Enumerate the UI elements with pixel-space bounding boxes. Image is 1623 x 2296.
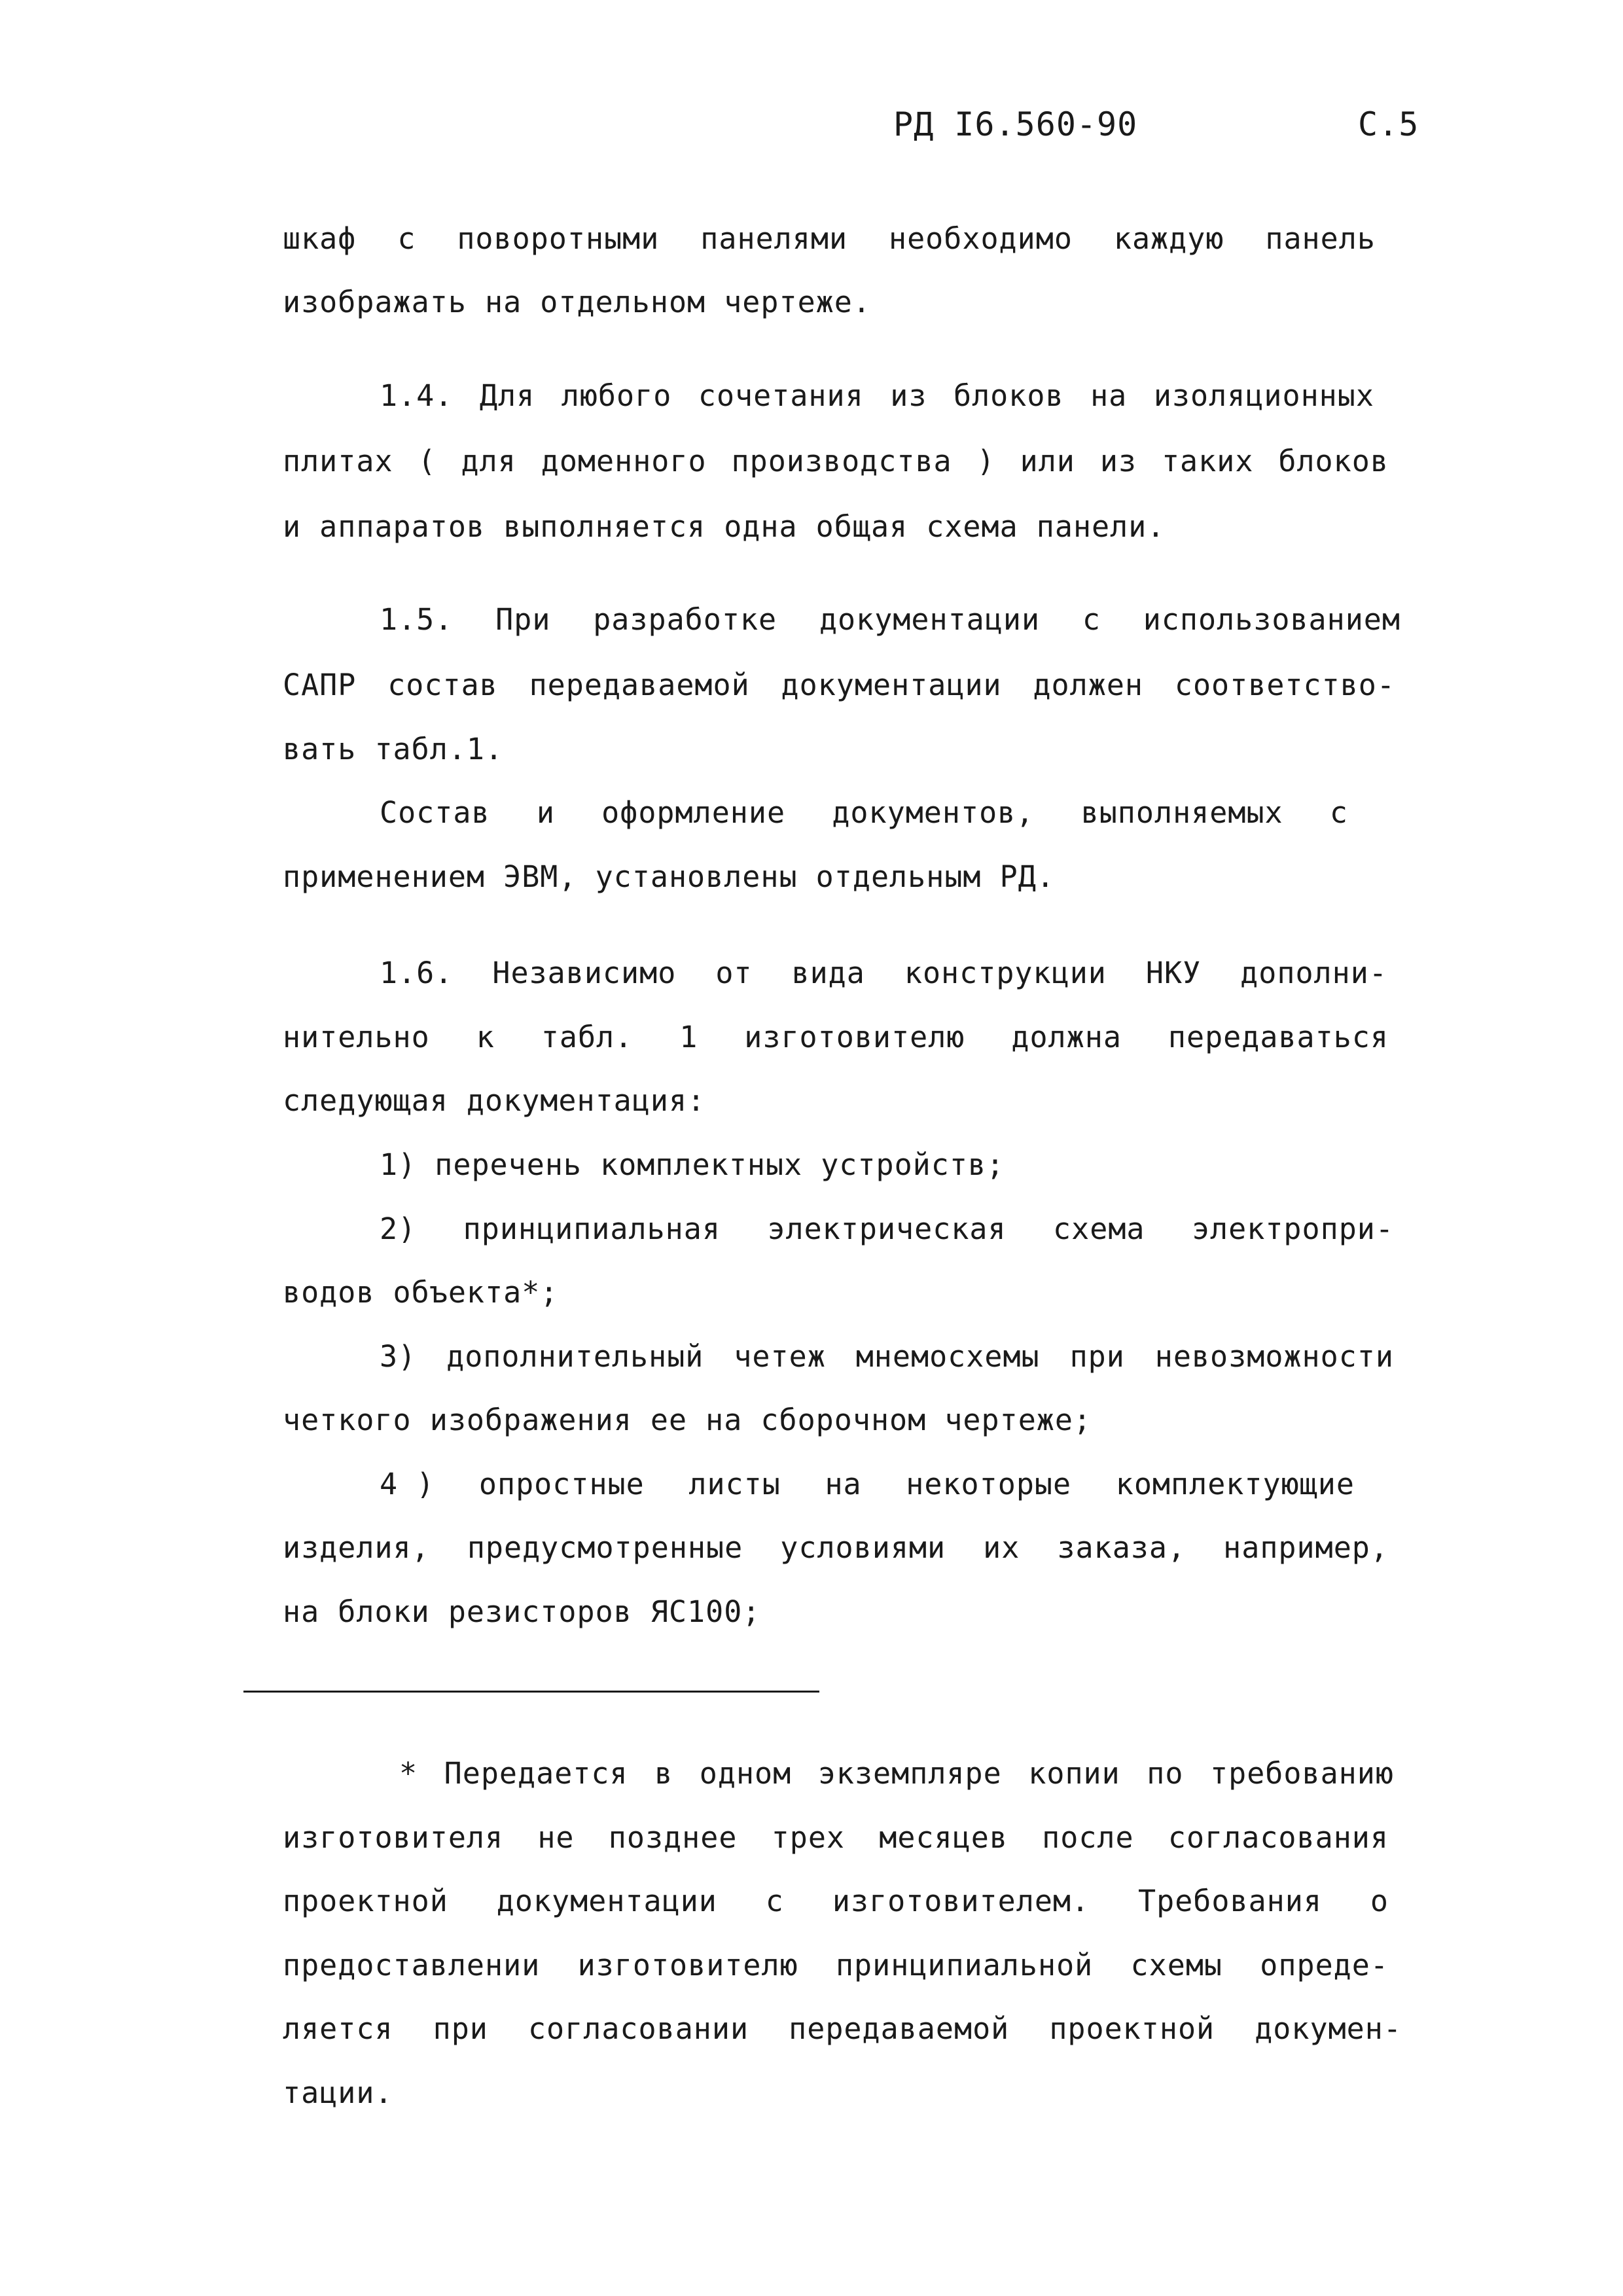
word: панель [1265,221,1376,256]
word: передаваться [1168,1020,1389,1054]
word: выполняемых [1080,795,1283,830]
word: на [825,1467,862,1501]
footnote-line-5 [283,2009,1402,2049]
word: ) [976,444,995,478]
word: по [1147,1756,1184,1791]
word: копии [1028,1756,1120,1791]
word: блоков [953,378,1064,413]
word: изоляционных [1153,378,1374,413]
list-item-2-line-1 [380,1210,1394,1249]
word: производства [731,444,952,478]
word: документов, [832,795,1035,830]
word: например, [1223,1530,1389,1565]
word: Передается [444,1756,628,1791]
word: о [1370,1884,1389,1918]
document-number: РД I6.560-90 [893,105,1138,143]
word: использованием [1143,602,1400,637]
word: схема [1053,1211,1145,1246]
word: 1 [679,1020,698,1054]
footnote-line-1 [399,1754,1394,1793]
list-item-1: 1) перечень комплектных устройств; [380,1147,1005,1182]
word: Для [479,378,535,413]
word: некоторые [906,1467,1072,1501]
word: ляется [283,2011,393,2046]
word: любого [561,378,672,413]
list-item-4-line-3: на блоки резисторов ЯС100; [283,1594,761,1629]
para-composition-line-2: применением ЭВМ, установлены отдельным РД. [283,859,1055,894]
para-1-4-line-3: и аппаратов выполняется одна общая схема панели. [283,509,1166,544]
para-1-4-line-1 [380,376,1374,416]
word: проектной [1049,2011,1215,2046]
footnote-line-6: тации. [283,2075,393,2110]
word: мнемосхемы [855,1339,1040,1374]
word: доменного [541,444,707,478]
word: конструкции [904,956,1107,990]
word: 2) [380,1211,417,1246]
word: Независимо [492,956,677,990]
word: состав [387,668,498,702]
word: табл. [541,1020,633,1054]
word: 1.5. [380,602,454,637]
word: должна [1011,1020,1122,1054]
list-item-2-line-2: водов объекта*; [283,1275,559,1310]
word: принципиальной [835,1948,1094,1982]
word: шкаф [283,221,357,256]
word: с [1082,602,1101,637]
word: четеж [734,1339,826,1374]
word: месяцев [879,1820,1008,1855]
word: изготовителю [577,1948,798,1982]
word: опростные [478,1467,645,1501]
para-1-6-line-1 [380,954,1387,993]
word: электрическая [767,1211,1007,1246]
word: докумен- [1255,2011,1402,2046]
word: передаваемой [789,2011,1010,2046]
word: при [1069,1339,1125,1374]
page-number: С.5 [1358,105,1419,143]
para-intro-line-2: изображать на отдельном чертеже. [283,285,871,319]
word: соответство- [1174,668,1395,702]
word: листы [688,1467,781,1501]
para-composition-line-1 [380,793,1348,833]
word: от [715,956,753,990]
word: электропри- [1191,1211,1394,1246]
word: из [1099,444,1137,478]
word: документации [819,602,1041,637]
word: 4 ) [380,1467,435,1501]
word: предусмотренные [467,1530,743,1565]
word: плитах [283,444,393,478]
word: к [476,1020,495,1054]
list-item-4-line-1 [380,1465,1355,1504]
word: схемы [1130,1948,1223,1982]
para-1-6-line-3: следующая документация: [283,1083,706,1118]
para-1-5-line-2 [283,666,1395,705]
word: должен [1033,668,1144,702]
word: позднее [608,1820,738,1855]
word: их [983,1530,1020,1565]
word: дополни- [1240,956,1387,990]
footnote-line-2 [283,1818,1389,1857]
word: вида [791,956,865,990]
footnote-line-4 [283,1946,1389,1985]
word: одном [699,1756,792,1791]
word: таких [1161,444,1254,478]
para-1-5-line-3: вать табл.1. [283,732,504,766]
list-item-3-line-2: четкого изображения ее на сборочном чертеже; [283,1403,1092,1437]
para-1-4-line-2 [283,442,1389,481]
word: комплектующие [1115,1467,1355,1501]
para-1-6-line-2 [283,1018,1389,1057]
word: изготовителя [283,1820,504,1855]
word: заказа, [1057,1530,1186,1565]
word: документации [781,668,1002,702]
word: и [536,795,555,830]
list-item-4-line-2 [283,1528,1389,1568]
word: 1.6. [380,956,454,990]
word: принципиальная [463,1211,721,1246]
word: оформление [601,795,786,830]
word: на [1090,378,1128,413]
word: в [654,1756,673,1791]
word: согласования [1168,1820,1389,1855]
footnote-separator [243,1691,819,1693]
word: 1.4. [380,378,454,413]
word: с [397,221,416,256]
word: НКУ [1145,956,1202,990]
word: при [433,2011,488,2046]
word: * [399,1756,418,1791]
word: изделия, [283,1530,430,1565]
word: изготовителем. [832,1884,1090,1918]
word: с [1329,795,1348,830]
word: предоставлении [283,1948,541,1982]
word: дополнительный [446,1339,704,1374]
para-1-5-line-1 [380,600,1400,639]
word: передаваемой [529,668,750,702]
word: САПР [283,668,357,702]
word: каждую [1113,221,1224,256]
word: с [765,1884,784,1918]
word: 3) [380,1339,417,1374]
word: опреде- [1260,1948,1389,1982]
word: для [461,444,516,478]
footnote-line-3 [283,1882,1389,1921]
word: после [1042,1820,1134,1855]
word: необходимо [888,221,1073,256]
word: При [495,602,551,637]
word: панелями [700,221,848,256]
word: или [1020,444,1075,478]
word: условиями [780,1530,946,1565]
word: блоков [1278,444,1389,478]
list-item-3-line-1 [380,1337,1394,1376]
word: поворотными [457,221,660,256]
word: невозможности [1154,1339,1394,1374]
para-intro-line-1 [283,219,1376,259]
word: ( [418,444,437,478]
word: документации [496,1884,717,1918]
word: требованию [1210,1756,1394,1791]
word: нительно [283,1020,430,1054]
word: согласовании [527,2011,749,2046]
word: изготовителю [744,1020,965,1054]
word: разработке [593,602,777,637]
word: сочетания [698,378,864,413]
word: не [537,1820,575,1855]
word: Требования [1138,1884,1322,1918]
word: из [890,378,927,413]
word: проектной [283,1884,448,1918]
word: экземпляре [817,1756,1002,1791]
word: трех [771,1820,846,1855]
word: Состав [380,795,490,830]
